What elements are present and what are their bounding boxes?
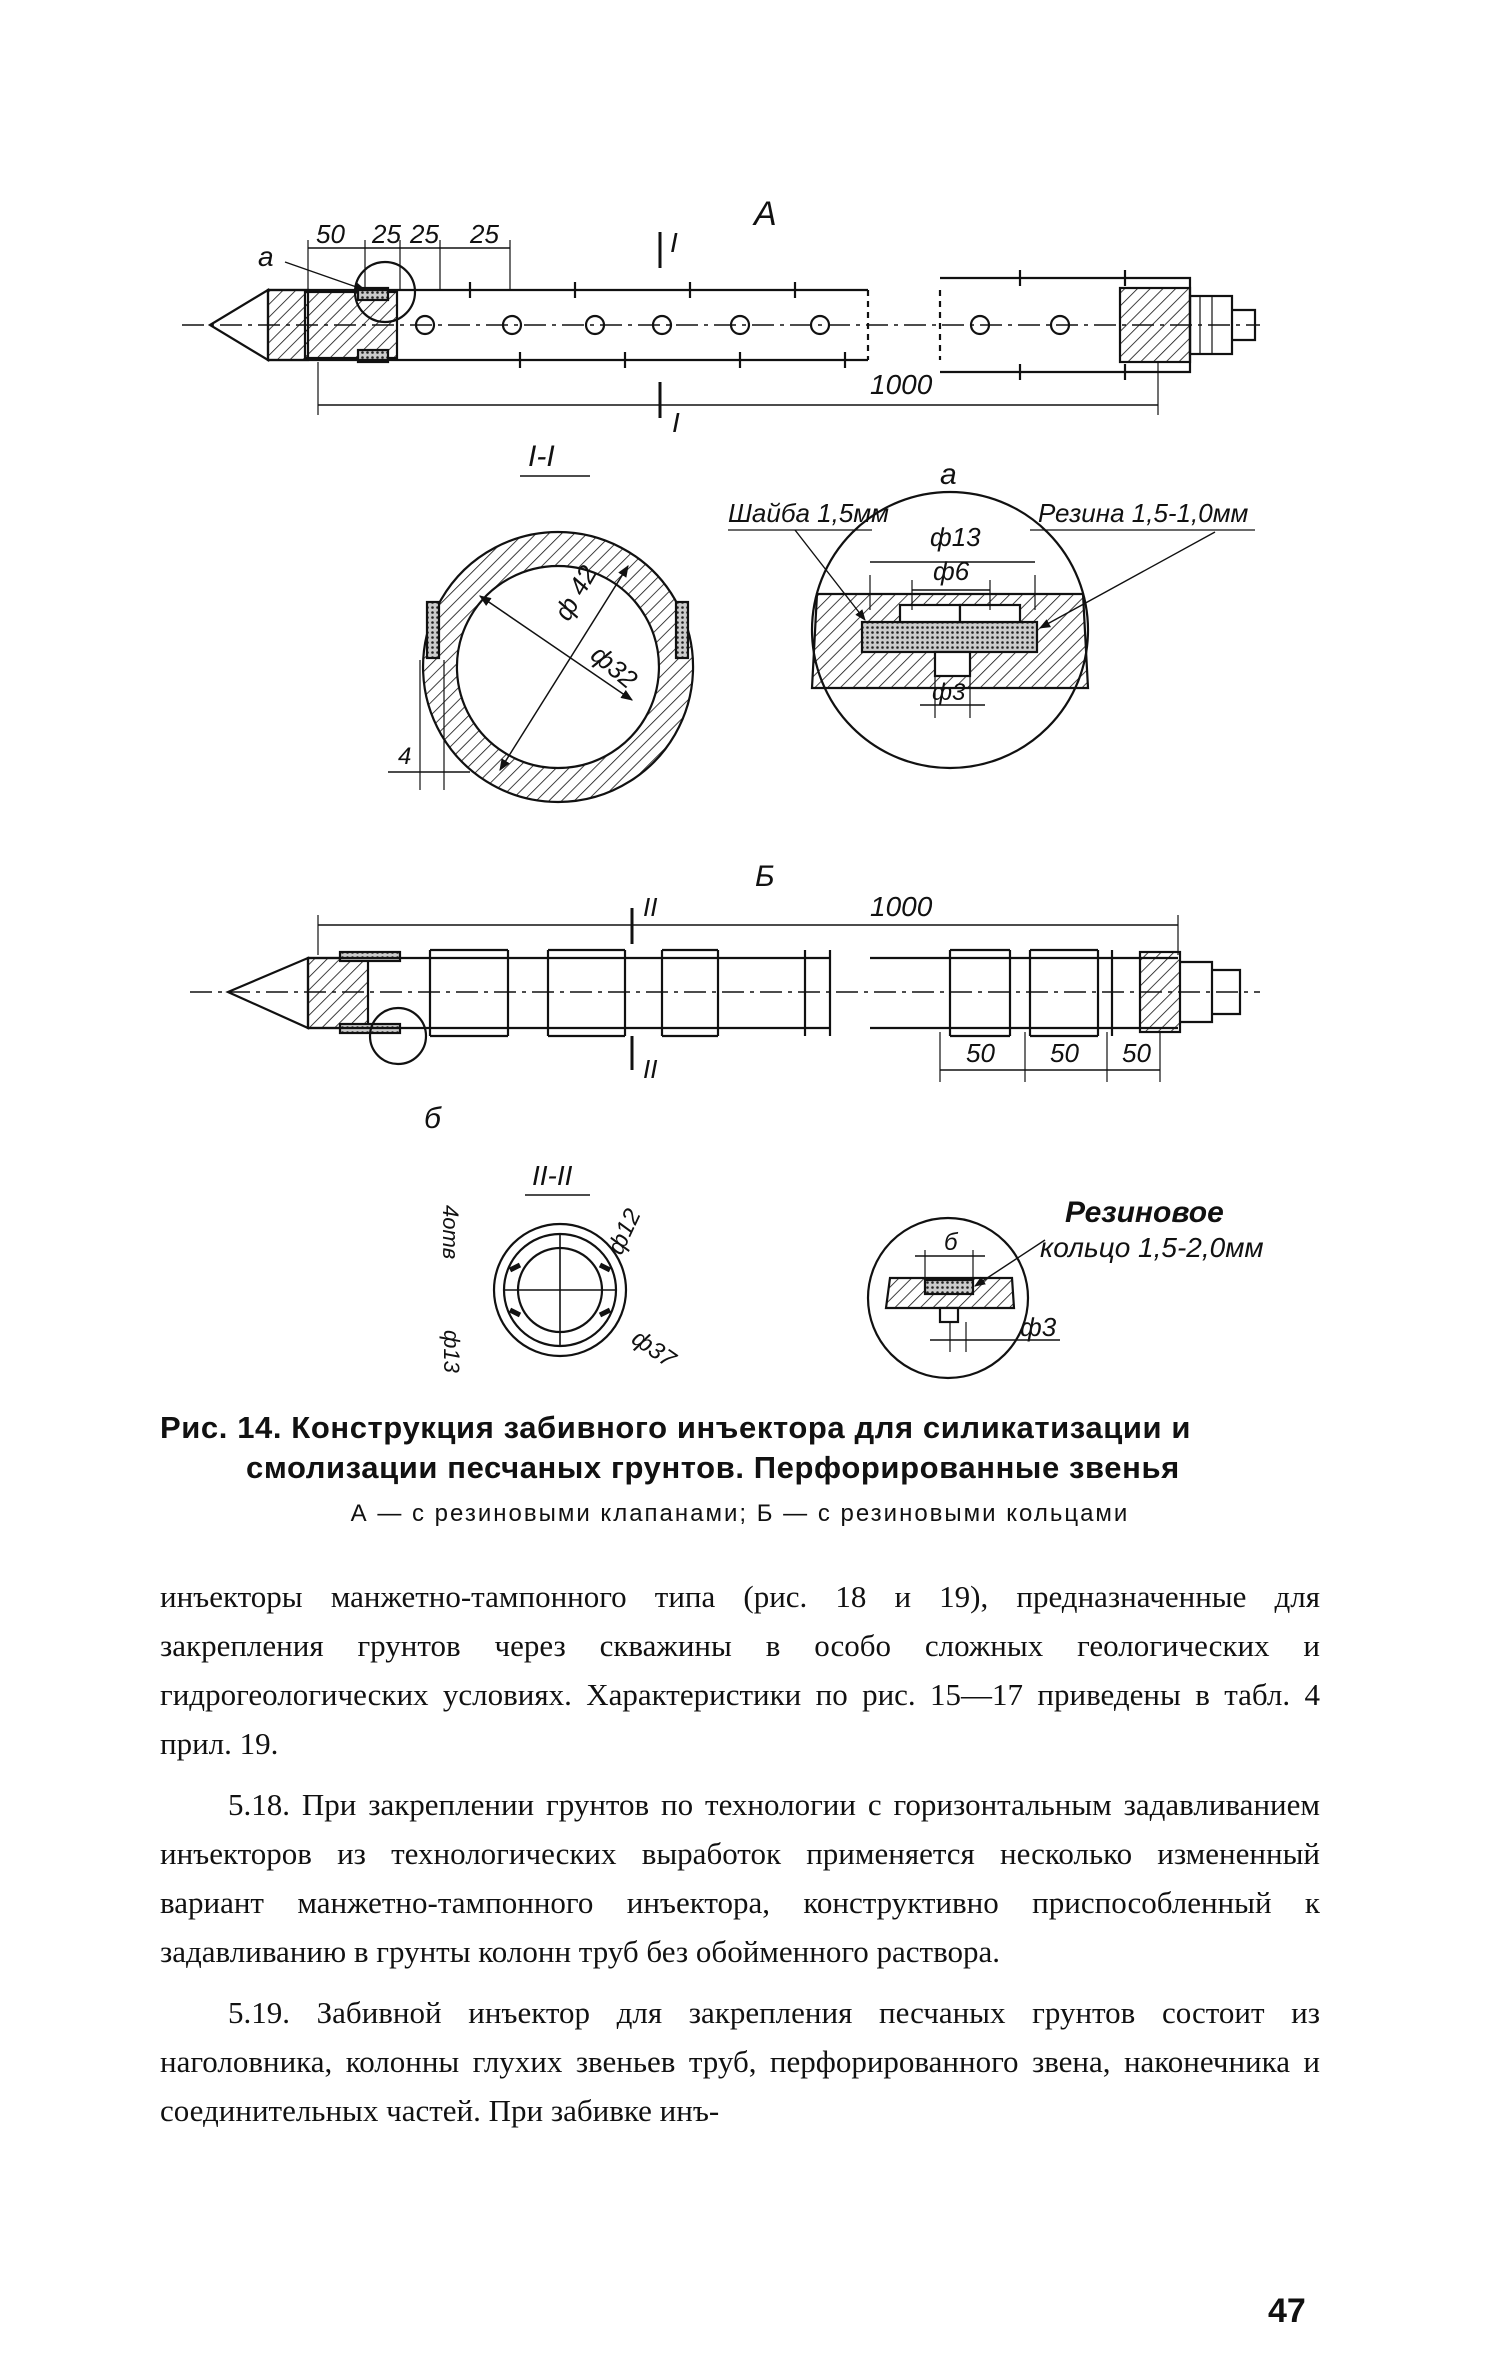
section-1-view (388, 440, 693, 802)
section-2-d13: ф13 (439, 1330, 464, 1373)
section-2-holes: 4отв (438, 1205, 463, 1260)
caption-line-2: смолизации песчаных грунтов. Перфорированные звенья (246, 1450, 1180, 1485)
view-a-injector (182, 195, 1260, 438)
dim-a-25-1: 25 (372, 219, 401, 249)
detail-a-view (728, 458, 1255, 768)
caption-line-1: Рис. 14. Конструкция забивного инъектора для силикатизации и (160, 1410, 1192, 1445)
dim-b-50-3: 50 (1122, 1038, 1151, 1068)
section-1-title: I-I (528, 440, 555, 473)
paragraph-1: инъекторы манжетно-тампонного типа (рис. 18 и 19), предназначенные для закрепления грунтов через скважины в особо сложных геологических и гидрогеологических условиях. Характеристики по рис. 15—17 приведены в табл. 4 прил. 19. (160, 1579, 1320, 1761)
section-1-mark-bottom: I (672, 407, 680, 438)
detail-a-washer: Шайба 1,5мм (728, 498, 889, 528)
figure-caption (160, 1408, 1320, 1528)
dim-a-25-2: 25 (410, 219, 439, 249)
section-2-mark-bottom: II (643, 1054, 658, 1084)
detail-b-d3: ф3 (1020, 1312, 1057, 1342)
length-dim-a: 1000 (870, 369, 933, 400)
section-2-d12: ф12 (602, 1204, 647, 1259)
dim-b-50-1: 50 (966, 1038, 995, 1068)
body-text (160, 1572, 1320, 2147)
paragraph-3: 5.19. Забивной инъектор для закрепления песчаных грунтов состоит из наголовника, колонны глухих звеньев труб, перфорированного звена, наконечника и соединительных частей. При забивке инъ- (160, 1995, 1320, 2128)
detail-a-title: a (940, 458, 957, 491)
section-2-mark-top: II (643, 892, 658, 922)
dim-a-25-3: 25 (470, 219, 499, 249)
detail-a-d13: ф13 (930, 522, 981, 552)
view-b-injector (190, 860, 1260, 1135)
detail-a-rubber: Резина 1,5-1,0мм (1038, 498, 1249, 528)
section-1-mark-top: I (670, 227, 678, 258)
paragraph-2: 5.18. При закреплении грунтов по технологии с горизонтальным задавливанием инъекторов из технологических выработок применяется несколько измененный вариант манжетно-тампонного инъектора, конструктивно приспособленный к задавливанию в грунты колонн труб без обойменного раствора. (160, 1787, 1320, 1969)
detail-a-d3: ф3 (932, 679, 966, 706)
section-1-outer-dia: ф 42 (547, 560, 603, 626)
caption-subtitle: А — с резиновыми клапанами; Б — с резиновыми кольцами (350, 1500, 1130, 1527)
view-b-label: Б (755, 860, 775, 893)
detail-a-marker: a (258, 241, 274, 272)
section-1-wall: 4 (398, 743, 412, 770)
detail-b-ring-line1: Резиновое (1065, 1196, 1224, 1229)
dim-a-50: 50 (316, 219, 345, 249)
section-2-view (438, 1160, 682, 1374)
section-2-d37: ф37 (626, 1324, 681, 1374)
section-1-inner-dia: ф32 (585, 639, 644, 695)
detail-b-dim: б (944, 1229, 958, 1256)
length-dim-b: 1000 (870, 891, 933, 922)
detail-b-marker: б (424, 1102, 441, 1135)
detail-b-ring-line2: кольцо 1,5-2,0мм (1040, 1232, 1264, 1263)
section-2-title: II-II (532, 1160, 573, 1191)
page-number: 47 (1268, 2292, 1306, 2330)
view-a-label: A (754, 195, 777, 233)
detail-a-d6: ф6 (933, 556, 970, 586)
detail-b-view (868, 1196, 1264, 1378)
dim-b-50-2: 50 (1050, 1038, 1079, 1068)
